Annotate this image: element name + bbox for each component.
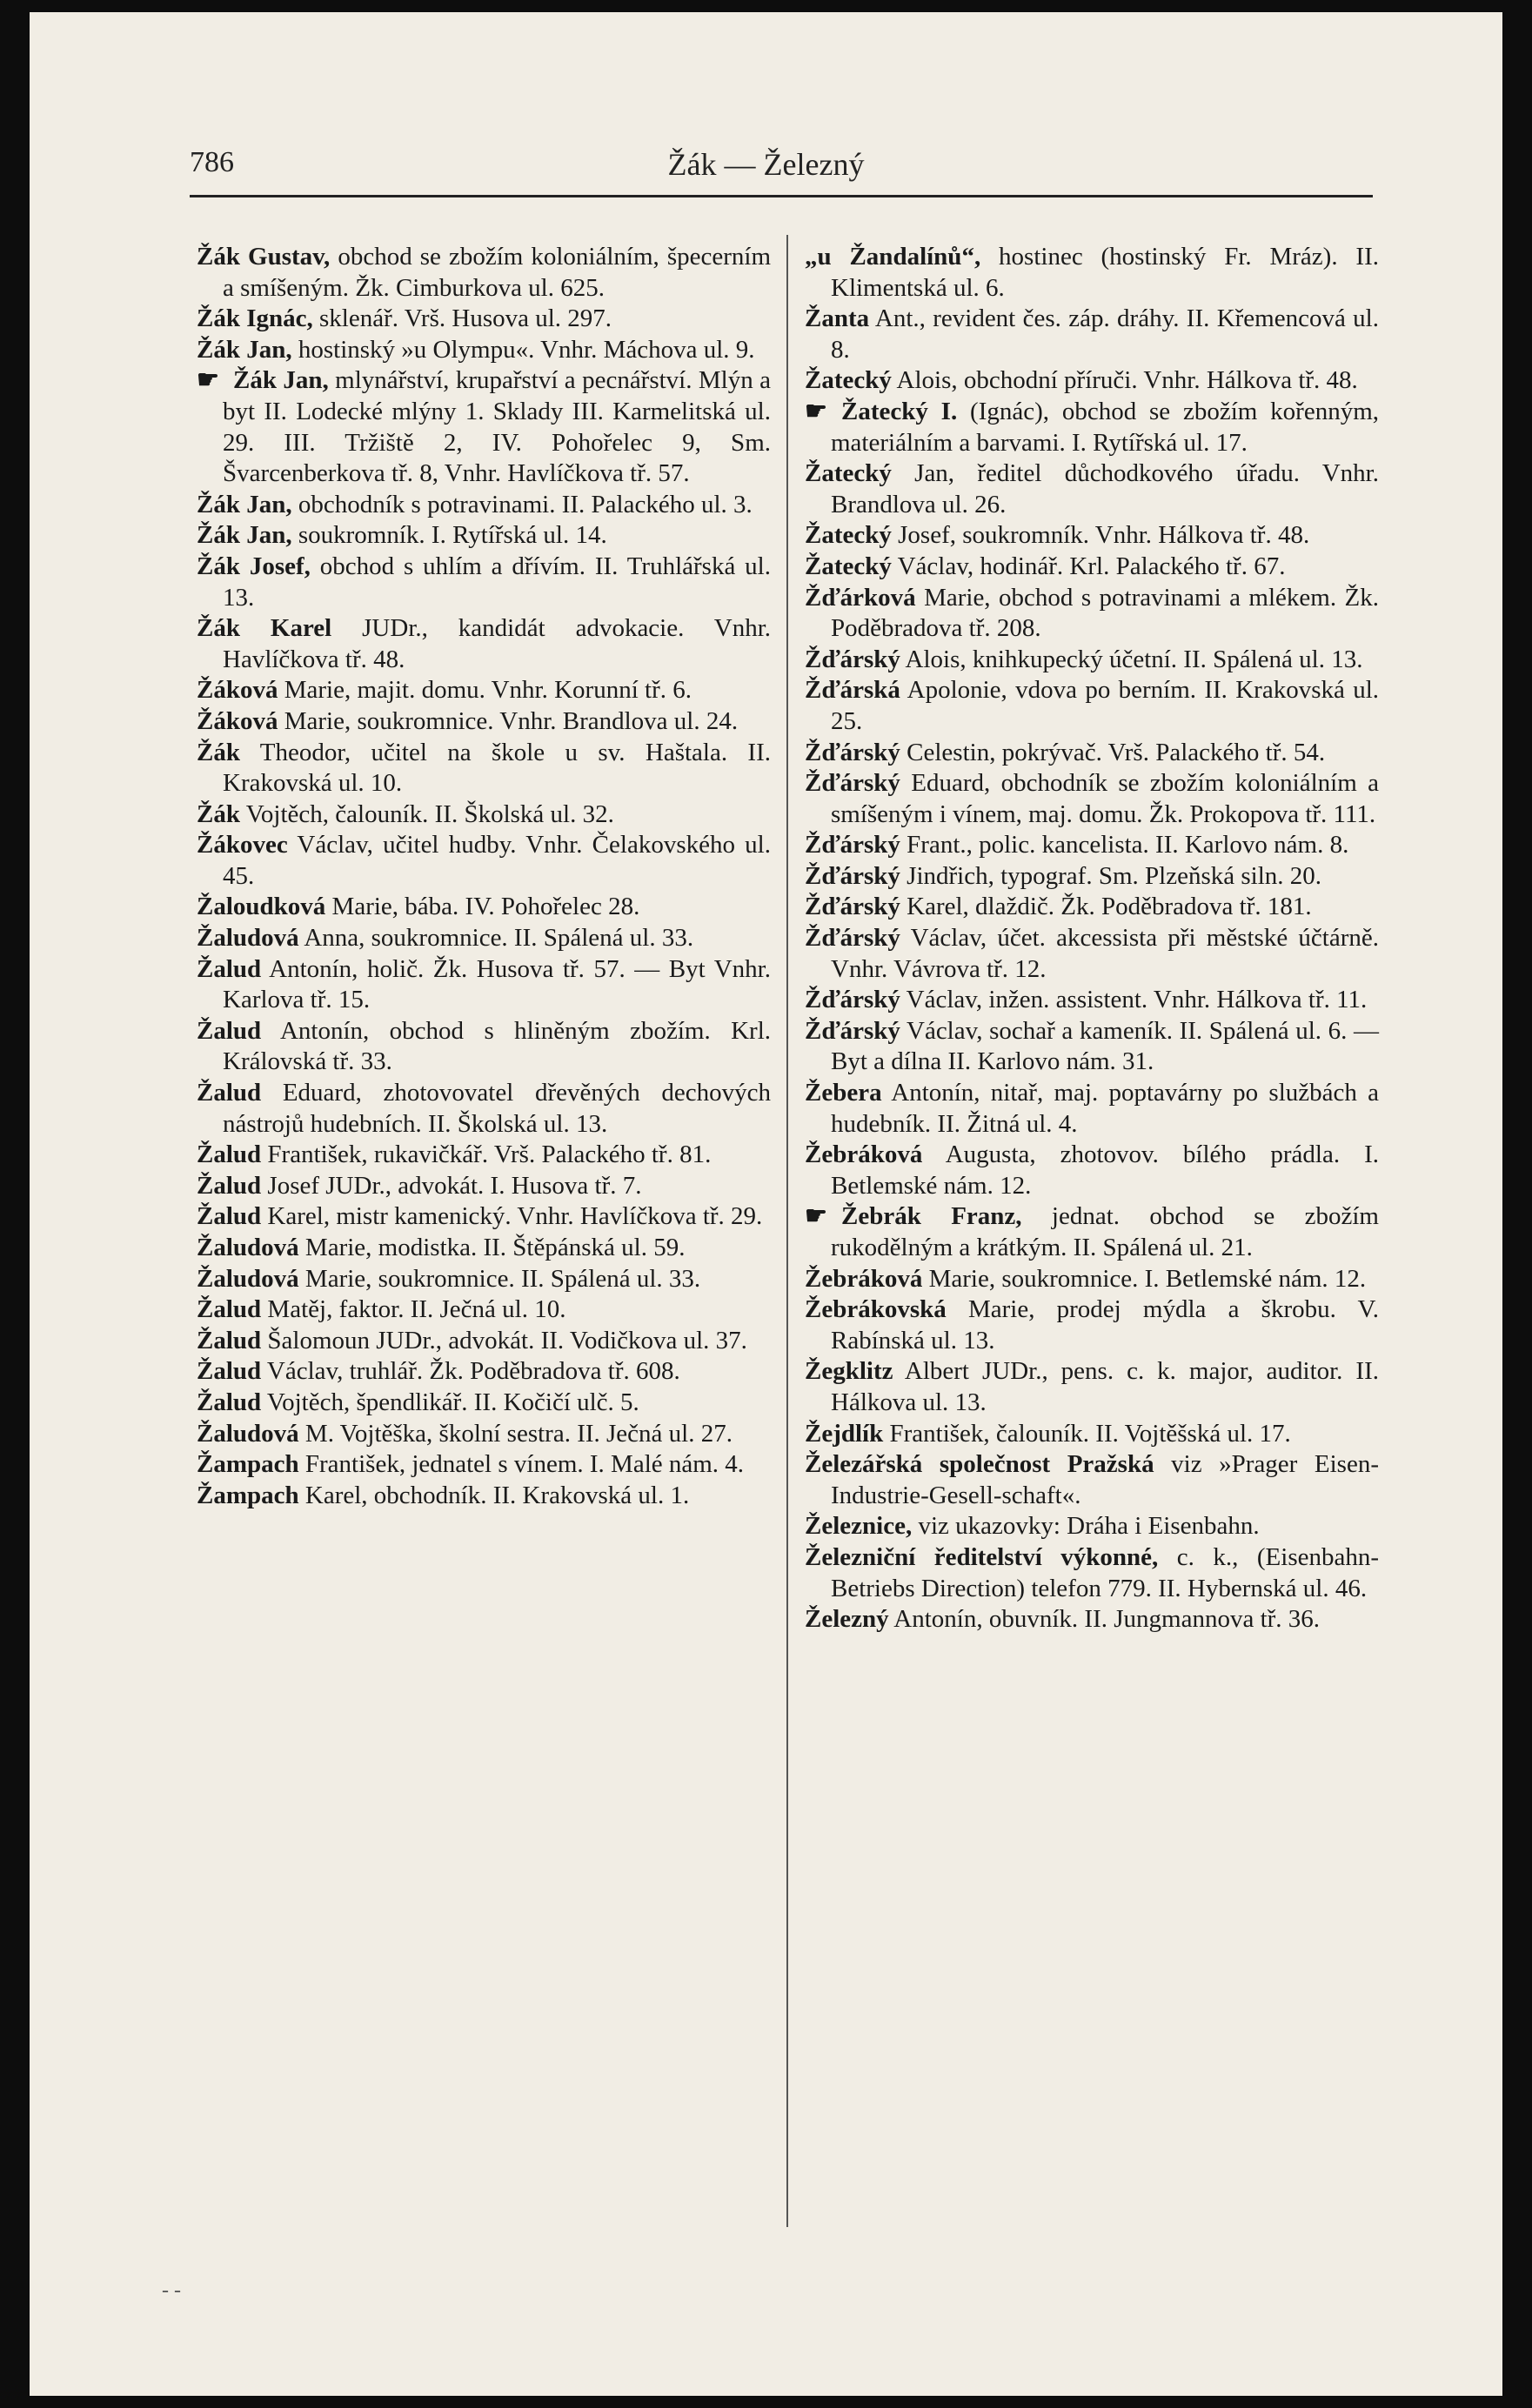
entry-name: Žebera [805,1079,882,1107]
entry-text: Albert JUDr., pens. c. k. major, auditor. II. Hálkova ul. 13. [831,1357,1379,1416]
pointing-hand-icon: ☛ [805,397,827,425]
directory-entry [197,706,771,738]
directory-entry [805,830,1379,861]
entry-text: Jan, ředitel důchodkového úřadu. Vnhr. Brandlova ul. 26. [831,459,1379,518]
entry-name: Žebrák Franz, [841,1202,1022,1231]
directory-entry [197,552,771,613]
entry-name: Žďárský [805,893,900,921]
directory-entry [805,1356,1379,1418]
entry-text: Marie, bába. IV. Pohořelec 28. [325,893,640,921]
entry-name: Žaludová [197,1419,299,1448]
entry-name: Žďárský [805,738,900,766]
entry-text: Marie, soukromnice. II. Spálená ul. 33. [298,1264,701,1293]
entry-name: Žďárský [805,831,900,860]
entry-text: Václav, truhlář. Žk. Poděbradova tř. 608. [261,1357,680,1386]
entry-name: Žďárský [805,1016,900,1045]
entry-name: Žatecký [805,521,892,550]
entry-text: Celestin, pokrývač. Vrš. Palackého tř. 54. [900,738,1326,766]
directory-entry [805,861,1379,893]
entry-name: Žďárský [805,924,900,953]
directory-entry [805,242,1379,304]
directory-entry [805,645,1379,676]
directory-entry [197,1233,771,1264]
entry-name: Žďárský [805,861,900,890]
directory-entry [197,1140,771,1171]
left-column [197,242,771,1511]
entry-text: Frant., polic. kancelista. II. Karlovo nám. 8. [900,831,1349,860]
entry-text: Václav, inžen. assistent. Vnhr. Hálkova tř. 11. [900,986,1368,1014]
entry-name: Žalud [197,1388,262,1416]
entry-name: Železný [805,1605,889,1634]
directory-entry [805,1419,1379,1450]
entry-text: obchod s uhlím a dřívím. II. Truhlářská ul. 13. [223,552,771,612]
entry-text: JUDr., kandidát advokacie. Vnhr. Havlíčkova tř. 48. [223,614,772,673]
directory-entry [197,242,771,304]
entry-text: Eduard, zhotovovatel dřevěných dechových nástrojů hudebních. II. Školská ul. 13. [223,1079,771,1138]
entry-text: Apolonie, vdova po berním. II. Krakovská ul. 25. [831,676,1379,735]
directory-entry [197,1326,771,1357]
entry-name: Žalud [197,1202,262,1231]
entry-name: Žák Karel [197,614,332,643]
entry-text: Alois, knihkupecký účetní. II. Spálená ul. 13. [900,645,1363,673]
page-number: 786 [190,146,234,178]
entry-name: Žebráková [805,1264,923,1293]
entry-name: Žaludová [197,1234,299,1261]
entry-name: Žampach [197,1450,299,1479]
entry-name: Železářská společnost Pražská [805,1450,1154,1479]
entry-text: jednat. obchod se zbožím rukodělným a krátkým. II. Spálená ul. 21. [831,1202,1379,1261]
pointing-hand-icon: ☛ [805,1202,827,1231]
column-divider [786,235,788,2227]
entry-text: František, jednatel s vínem. I. Malé nám. 4. [298,1450,745,1479]
directory-entry [197,738,771,799]
entry-text: Šalomoun JUDr., advokát. II. Vodičkova ul. 37. [261,1326,747,1354]
directory-entry [197,954,771,1016]
entry-text: Josef, soukromník. Vnhr. Hálkova tř. 48. [891,521,1310,550]
directory-entry [805,1604,1379,1635]
entry-text: viz »Prager Eisen-Industrie-Gesell-schaft«. [831,1450,1379,1509]
entry-text: Antonín, holič. Žk. Husova tř. 57. — Byt Vnhr. Karlova tř. 15. [223,954,771,1014]
directory-entry [197,1016,771,1078]
entry-text: c. k., (Eisenbahn-Betriebs Direction) telefon 779. II. Hybernská ul. 46. [831,1542,1379,1602]
entry-name: Žák Ignác, [197,304,313,333]
entry-text: Antonín, obchod s hliněným zbožím. Krl. Královská tř. 33. [223,1016,771,1076]
entry-text: Matěj, faktor. II. Ječná ul. 10. [261,1295,566,1324]
entry-name: „u Žandalínů“, [805,243,981,271]
directory-entry [197,613,771,675]
entry-text: Antonín, obuvník. II. Jungmannova tř. 36. [888,1605,1321,1634]
entry-text: František, rukavičkář. Vrš. Palackého tř. 81. [261,1140,712,1169]
entry-text: Václav, učitel hudby. Vnhr. Čelakovského ul. 45. [223,831,771,890]
entry-name: Žákovec [197,831,288,860]
directory-entry [805,675,1379,737]
entry-text: Alois, obchodní příruči. Vnhr. Hálkova tř. 48. [891,366,1358,395]
directory-entry [805,552,1379,583]
entry-name: Žalud [197,1357,262,1386]
directory-entry [805,1511,1379,1542]
entry-name: Žegklitz [805,1357,893,1386]
entry-name: Žanta [805,304,870,333]
directory-entry [197,335,771,366]
entry-name: Žák Gustav, [197,243,331,271]
entry-name: Žaludová [197,1264,299,1293]
entry-name: Žáková [197,676,278,705]
entry-name: Žalud [197,954,262,983]
directory-entry [197,1264,771,1295]
directory-entry [197,1419,771,1450]
entry-text: Václav, účet. akcessista při městské účtárně. Vnhr. Vávrova tř. 12. [831,924,1379,983]
directory-entry [197,1449,771,1481]
directory-entry [805,1078,1379,1140]
directory-entry [805,304,1379,365]
entry-text: obchod se zbožím koloniálním, špecerním a smíšeným. Žk. Cimburkova ul. 625. [223,243,771,302]
entry-name: Žďárský [805,769,900,798]
page-title: Žák — Železný [667,147,865,182]
entry-text: Karel, obchodník. II. Krakovská ul. 1. [298,1481,690,1509]
directory-entry [805,892,1379,923]
directory-entry [197,892,771,923]
directory-entry [197,365,771,489]
entry-name: Žebrákovská [805,1295,947,1324]
entry-name: Žák Jan, [197,335,292,364]
entry-name: Žďárský [805,986,900,1014]
directory-entry [805,985,1379,1016]
directory-entry [197,490,771,521]
entry-text: (Ignác), obchod se zbožím kořenným, materiálním a barvami. I. Rytířská ul. 17. [831,397,1379,457]
directory-entry [197,1171,771,1202]
directory-entry [805,1140,1379,1201]
entry-name: Žatecký I. [841,397,958,425]
entry-name: Žák Jan, [233,366,329,395]
directory-entry [805,520,1379,552]
directory-entry [805,1449,1379,1511]
entry-name: Žďárský [805,645,900,673]
directory-entry [805,768,1379,830]
footer-mark: - - [162,2279,181,2302]
entry-text: Antonín, nitař, maj. poptavárny po službách a hudebník. II. Žitná ul. 4. [831,1079,1379,1138]
entry-text: Eduard, obchodník se zbožím koloniálním a smíšeným i vínem, maj. domu. Žk. Prokopova tř. 111. [831,769,1379,828]
entry-text: Vojtěch, špendlikář. II. Kočičí ulč. 5. [261,1388,639,1416]
directory-entry [197,1481,771,1512]
entry-name: Žalud [197,1326,262,1354]
entry-name: Žampach [197,1481,299,1509]
entry-text: Marie, majit. domu. Vnhr. Korunní tř. 6. [278,676,692,705]
directory-entry [197,675,771,706]
entry-text: František, čalouník. II. Vojtěšská ul. 17. [883,1419,1291,1448]
directory-entry [197,520,771,552]
entry-text: Marie, obchod s potravinami a mlékem. Žk. Poděbradova tř. 208. [831,583,1379,643]
entry-name: Žatecký [805,552,892,580]
entry-text: Václav, sochař a kameník. II. Spálená ul. 6. — Byt a dílna II. Karlovo nám. 31. [831,1016,1379,1076]
directory-entry [197,1388,771,1419]
directory-entry [197,304,771,335]
entry-text: M. Vojtěška, školní sestra. II. Ječná ul. 27. [298,1419,733,1448]
entry-name: Žďárská [805,676,900,705]
entry-name: Žaloudková [197,893,326,921]
entry-text: Ant., revident čes. záp. dráhy. II. Křemencová ul. 8. [831,304,1379,364]
entry-text: mlynářství, krupařství a pecnářství. Mlýn a byt II. Lodecké mlýny 1. Sklady III. Karmelitská ul. 29. III. Tržiště 2, IV. Pohořelec 9, Sm. Švarcenberkova tř. 8, Vnhr. Havlíčkova tř. 57. [223,366,771,488]
directory-entry [197,1201,771,1233]
directory-entry [805,738,1379,769]
entry-text: soukromník. I. Rytířská ul. 14. [291,521,607,550]
entry-name: Žák Jan, [197,490,292,518]
directory-entry [805,365,1379,397]
directory-entry [197,1294,771,1326]
directory-entry [805,397,1379,458]
right-column [805,242,1379,1635]
entry-text: Marie, prodej mýdla a škrobu. V. Rabínská ul. 13. [831,1295,1379,1354]
entry-name: Železnice, [805,1512,913,1541]
entry-name: Žalud [197,1140,262,1169]
directory-entry [197,799,771,831]
entry-text: Jindřich, typograf. Sm. Plzeňská siln. 20. [900,861,1321,890]
directory-entry [197,1356,771,1388]
entry-name: Žejdlík [805,1419,884,1448]
entry-name: Žaludová [197,924,299,953]
entry-name: Žák [197,738,240,766]
header-rule [190,195,1373,197]
entry-name: Žatecký [805,366,892,395]
entry-name: Žalud [197,1171,262,1200]
directory-entry [197,923,771,954]
directory-entry [805,583,1379,645]
entry-name: Žák [197,799,240,828]
entry-text: Augusta, zhotovov. bílého prádla. I. Betlemské nám. 12. [831,1140,1379,1200]
entry-text: viz ukazovky: Dráha i Eisenbahn. [912,1512,1260,1541]
directory-entry [805,458,1379,520]
entry-text: obchodník s potravinami. II. Palackého ul. 3. [291,490,753,518]
entry-text: Marie, soukromnice. I. Betlemské nám. 12. [922,1264,1367,1293]
entry-name: Žebráková [805,1140,923,1169]
entry-text: Marie, modistka. II. Štěpánská ul. 59. [298,1234,686,1261]
entry-text: Marie, soukromnice. Vnhr. Brandlova ul. 24. [278,706,739,735]
directory-entry [197,1078,771,1140]
directory-entry [805,1264,1379,1295]
entry-name: Žalud [197,1016,262,1045]
entry-text: hostinec (hostinský Fr. Mráz). II. Klimentská ul. 6. [831,243,1379,302]
directory-entry [805,1201,1379,1263]
entry-text: Josef JUDr., advokát. I. Husova tř. 7. [261,1171,642,1200]
directory-entry [197,830,771,892]
directory-entry [805,1294,1379,1356]
entry-text: Anna, soukromnice. II. Spálená ul. 33. [298,924,694,953]
entry-text: Václav, hodinář. Krl. Palackého tř. 67. [891,552,1286,580]
pointing-hand-icon: ☛ [197,366,219,395]
entry-text: Theodor, učitel na škole u sv. Haštala. II. Krakovská ul. 10. [223,738,771,798]
directory-entry [805,923,1379,985]
entry-name: Žalud [197,1079,262,1107]
entry-text: Karel, dlaždič. Žk. Poděbradova tř. 181. [900,893,1312,921]
entry-text: hostinský »u Olympu«. Vnhr. Máchova ul. 9. [291,335,755,364]
entry-name: Žák Josef, [197,552,311,580]
entry-name: Žalud [197,1295,262,1324]
entry-text: Karel, mistr kamenický. Vnhr. Havlíčkova tř. 29. [261,1202,763,1231]
directory-entry [805,1542,1379,1604]
directory-entry [805,1016,1379,1078]
entry-name: Železniční ředitelství výkonné, [805,1542,1159,1571]
entry-name: Žák Jan, [197,521,292,550]
entry-text: Vojtěch, čalouník. II. Školská ul. 32. [239,799,614,828]
entry-text: sklenář. Vrš. Husova ul. 297. [312,304,612,333]
entry-name: Žatecký [805,459,892,488]
entry-name: Žďárková [805,583,916,612]
entry-name: Žáková [197,706,278,735]
